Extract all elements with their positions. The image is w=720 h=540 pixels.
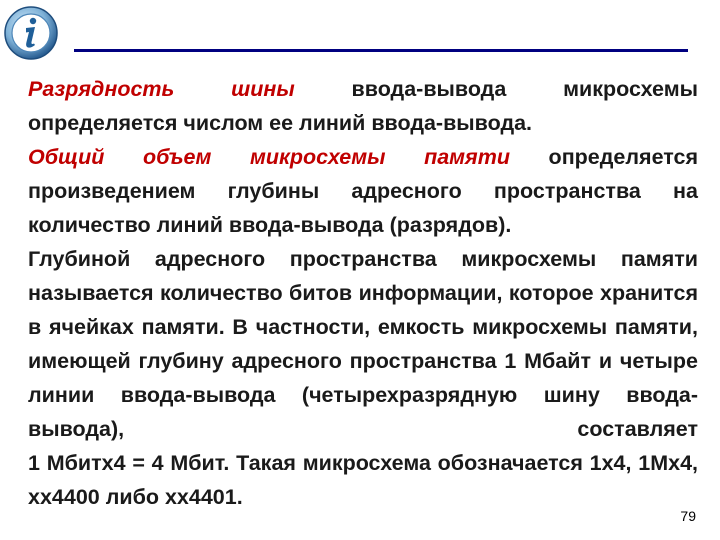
header-rule: [74, 49, 688, 52]
paragraph-memory-volume: [28, 140, 698, 242]
paragraph-bus-width: [28, 72, 698, 140]
term-bus-width: Разрядность шины: [28, 77, 295, 101]
page-number: 79: [680, 508, 696, 524]
paragraph-capacity-example: 1 Мбитх4 = 4 Мбит. Такая микросхема обозначается 1х4, 1Мх4, хх4400 либо хх4401.: [28, 451, 698, 509]
paragraph-address-depth: Глубиной адресного пространства микросхемы памяти называется количество битов информации, которое хранится в ячейках памяти. В частности, емкость микросхемы памяти, имеющей глубину адресного пространства 1 Мбайт и четыре линии ввода-вывода (четырехразрядную шину ввода-вывода), составляет: [28, 247, 698, 441]
term-memory-volume: Общий объем микросхемы памяти: [28, 145, 510, 169]
paragraph-text: определяется произведением глубины адресного пространства на количество линий ввода-вывода (разрядов).: [28, 145, 698, 237]
slide-body: [28, 72, 698, 514]
paragraph-text: ввода-вывода микросхемы определяется числом ее линий ввода-вывода.: [28, 77, 698, 135]
info-logo-icon: [2, 4, 60, 62]
